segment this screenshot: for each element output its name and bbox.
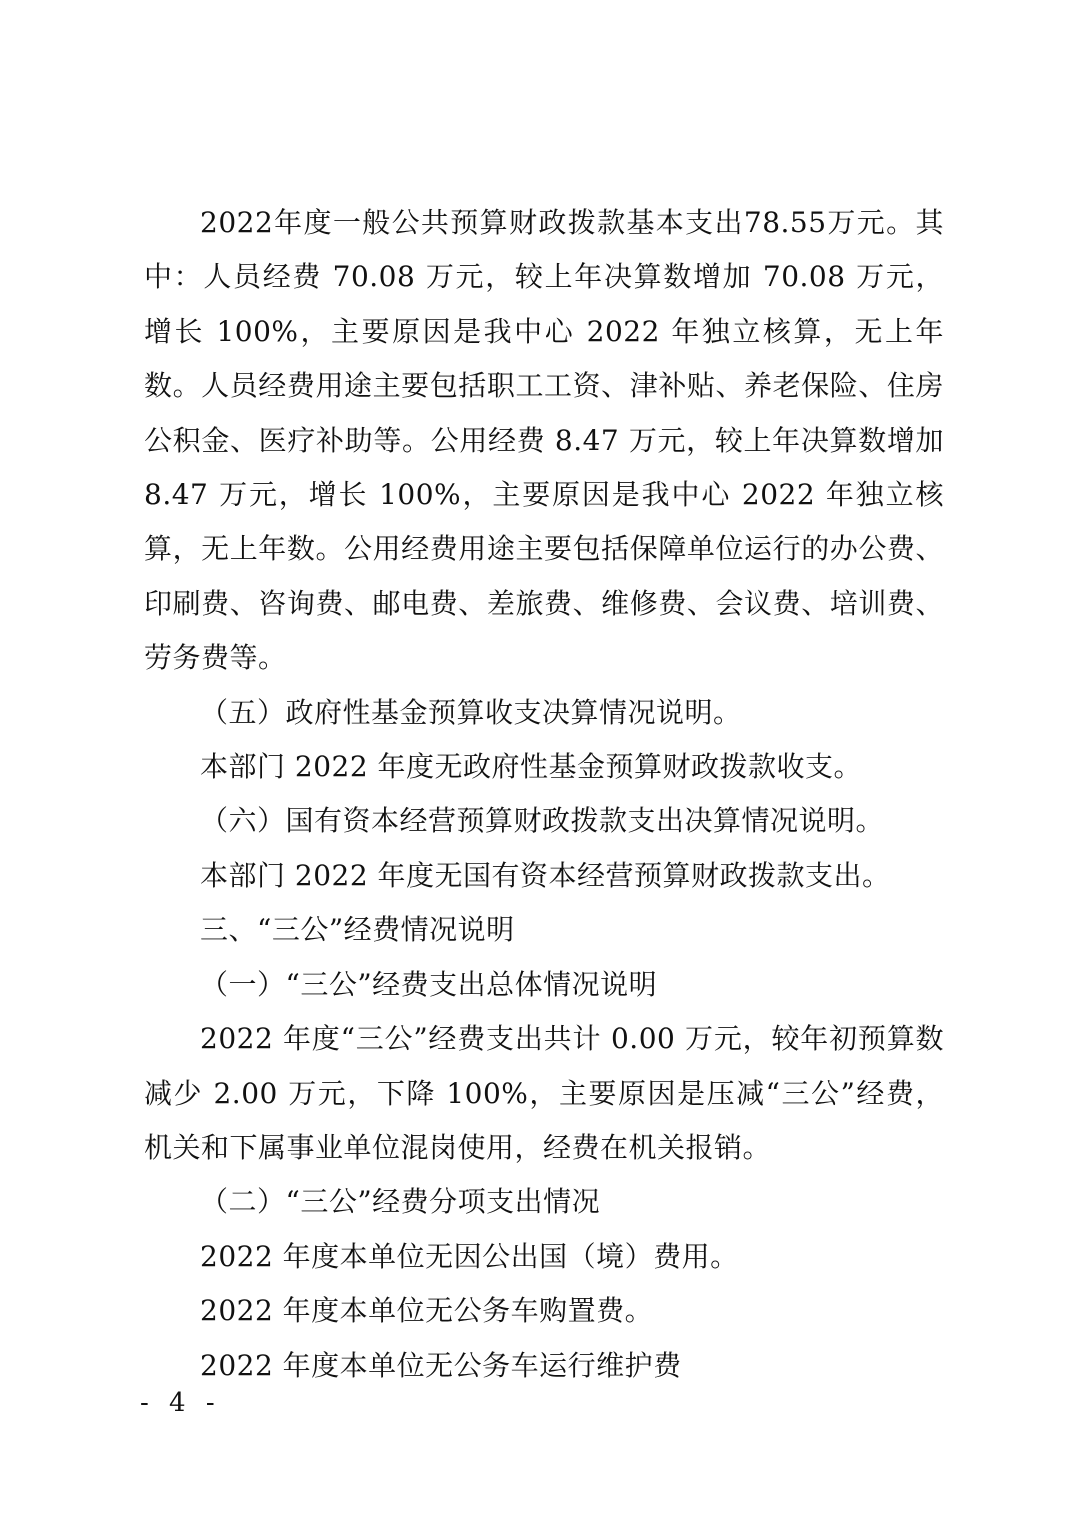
- paragraph-vehicle-maintenance: 2022 年度本单位无公务车运行维护费: [200, 1348, 682, 1382]
- paragraph-state-capital: 本部门 2022 年度无国有资本经营预算财政拨款支出。: [200, 858, 891, 892]
- paragraph-three-public-overall: 2022 年度“三公”经费支出共计 0.00 万元，较年初预算数减少 2.00 万元，下降 100%，主要原因是压减“三公”经费，机关和下属事业单位混岗使用，经费在机关报销。: [144, 1022, 944, 1164]
- document-body: [144, 196, 944, 1393]
- subheading-three-public-overall: （一）“三公”经费支出总体情况说明: [200, 967, 658, 1001]
- paragraph-government-fund: 本部门 2022 年度无政府性基金预算财政拨款收支。: [200, 750, 863, 784]
- section-heading-state-capital: （六）国有资本经营预算财政拨款支出决算情况说明。: [200, 804, 885, 838]
- paragraph-basic-expenditure: 2022年度一般公共预算财政拨款基本支出78.55万元。其中：人员经费 70.08 万元，较上年决算数增加 70.08 万元，增长 100%，主要原因是我中心 2022 年独立核算，无上年数。人员经费用途主要包括职工工资、津补贴、养老保险、住房公积金、医疗补助等。公用经费 8.47 万元，较上年决算数增加 8.47 万元，增长 100%，主要原因是我中心 2022 年独立核算，无上年数。公用经费用途主要包括保障单位运行的办公费、印刷费、咨询费、邮电费、差旅费、维修费、会议费、培训费、劳务费等。: [144, 206, 944, 675]
- paragraph-vehicle-purchase: 2022 年度本单位无公务车购置费。: [200, 1294, 654, 1328]
- subheading-three-public-itemized: （二）“三公”经费分项支出情况: [200, 1185, 601, 1219]
- page-number: - 4 -: [140, 1388, 221, 1418]
- section-heading-government-fund: （五）政府性基金预算收支决算情况说明。: [200, 695, 742, 729]
- section-heading-three-public: 三、“三公”经费情况说明: [200, 913, 515, 947]
- paragraph-outbound-travel: 2022 年度本单位无因公出国（境）费用。: [200, 1239, 739, 1273]
